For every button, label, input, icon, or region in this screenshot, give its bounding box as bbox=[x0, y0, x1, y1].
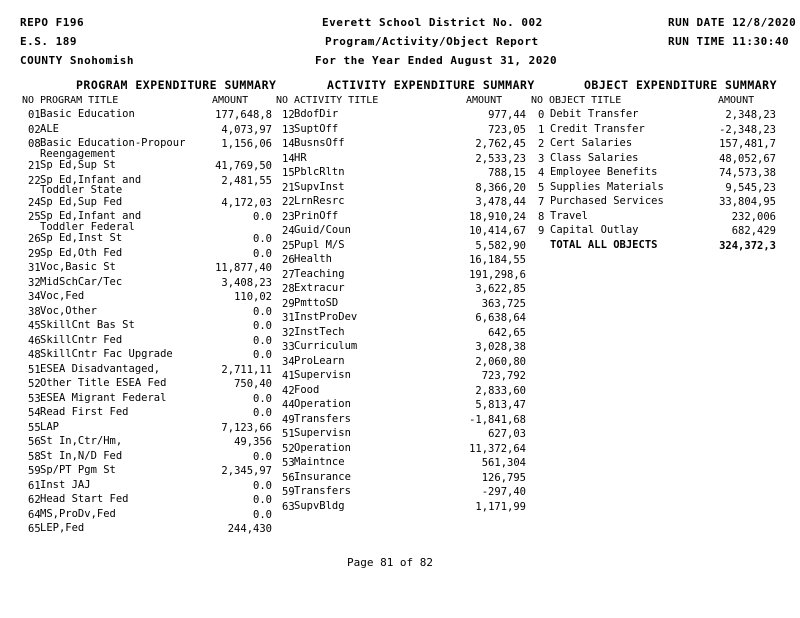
program-no: 48 bbox=[28, 349, 41, 361]
program-title: Sp Ed,Infant and Toddler Federal bbox=[40, 210, 142, 233]
object-amount: 157,481,7 bbox=[719, 138, 776, 150]
activity-no: 31 bbox=[282, 312, 295, 324]
object-no: 8 bbox=[538, 210, 545, 223]
activity-title: Health bbox=[294, 253, 332, 265]
object-no: 5 bbox=[538, 181, 545, 194]
program-col-amount: AMOUNT bbox=[212, 95, 249, 106]
object-row bbox=[538, 225, 776, 240]
activity-title: Maintnce bbox=[294, 456, 345, 468]
object-no: 1 bbox=[538, 123, 545, 136]
activity-title: SupvInst bbox=[294, 180, 345, 193]
program-no: 01 bbox=[28, 109, 41, 121]
program-title: Voc,Basic St bbox=[40, 261, 116, 273]
activity-row bbox=[282, 385, 526, 400]
program-amount: 0.0 bbox=[253, 407, 272, 419]
program-title: St In,N/D Fed bbox=[40, 449, 123, 462]
program-no: 21 bbox=[28, 160, 41, 172]
object-total-amount: 324,372,3 bbox=[719, 239, 776, 252]
activity-row bbox=[282, 225, 526, 240]
program-no: 29 bbox=[28, 247, 41, 260]
program-row bbox=[28, 509, 272, 524]
program-title: Sp Ed,Oth Fed bbox=[40, 246, 123, 259]
object-amount: 74,573,38 bbox=[719, 167, 776, 179]
program-no: 45 bbox=[28, 320, 41, 332]
activity-no: 53 bbox=[282, 457, 295, 469]
program-row bbox=[28, 248, 272, 263]
program-title: MS,ProDv,Fed bbox=[40, 507, 116, 520]
object-row bbox=[538, 182, 776, 197]
object-row bbox=[538, 109, 776, 124]
activity-row bbox=[282, 414, 526, 429]
activity-title: Curriculum bbox=[294, 340, 358, 352]
object-title: Employee Benefits bbox=[550, 166, 658, 178]
activity-title: Operation bbox=[294, 441, 351, 454]
activity-amount: 723,05 bbox=[488, 123, 526, 136]
program-title: SkillCntr Fac Upgrade bbox=[40, 348, 173, 360]
activity-col-title: ACTIVITY TITLE bbox=[294, 95, 379, 106]
program-amount: 0.0 bbox=[253, 334, 272, 347]
program-amount: 244,430 bbox=[227, 523, 272, 535]
program-row bbox=[28, 480, 272, 495]
program-amount: 0.0 bbox=[253, 211, 272, 223]
activity-row bbox=[282, 399, 526, 414]
activity-row bbox=[282, 486, 526, 501]
object-title: Credit Transfer bbox=[550, 122, 645, 135]
page-number: Page 81 of 82 bbox=[346, 556, 434, 569]
object-title: Purchased Services bbox=[550, 195, 664, 207]
program-no: 59 bbox=[28, 465, 41, 477]
activity-row bbox=[282, 153, 526, 168]
program-row bbox=[28, 349, 272, 364]
activity-no: 13 bbox=[282, 123, 295, 136]
activity-title: SupvBldg bbox=[294, 499, 345, 512]
program-row bbox=[28, 407, 272, 422]
program-no: 54 bbox=[28, 407, 41, 419]
activity-title: ProLearn bbox=[294, 354, 345, 367]
program-no: 55 bbox=[28, 421, 41, 434]
activity-title: Guid/Coun bbox=[294, 224, 351, 236]
program-amount: 0.0 bbox=[253, 450, 272, 463]
program-title: SkillCnt Bas St bbox=[40, 319, 135, 331]
program-amount: 2,711,11 bbox=[221, 363, 272, 376]
county-name: COUNTY Snohomish bbox=[20, 54, 134, 67]
activity-row bbox=[282, 138, 526, 153]
program-amount: 750,40 bbox=[234, 378, 272, 390]
object-amount: 9,545,23 bbox=[725, 181, 776, 194]
object-amount: 33,804,95 bbox=[719, 196, 776, 208]
object-no: 9 bbox=[538, 225, 545, 237]
activity-title: HR bbox=[294, 151, 307, 164]
activity-title: Extracur bbox=[294, 282, 345, 294]
object-col-amount: AMOUNT bbox=[718, 95, 755, 106]
activity-no: 28 bbox=[282, 283, 295, 295]
activity-row bbox=[282, 327, 526, 342]
activity-row bbox=[282, 428, 526, 443]
activity-amount: -297,40 bbox=[481, 486, 526, 498]
program-amount: 4,073,97 bbox=[221, 123, 272, 136]
object-row bbox=[538, 138, 776, 153]
activity-title: Transfers bbox=[294, 412, 351, 425]
program-title: Other Title ESEA Fed bbox=[40, 377, 167, 389]
activity-row bbox=[282, 109, 526, 124]
activity-no: 26 bbox=[282, 254, 295, 266]
activity-amount: 18,910,24 bbox=[469, 210, 526, 223]
activity-no: 24 bbox=[282, 225, 295, 237]
activity-amount: 561,304 bbox=[481, 457, 526, 469]
program-title: LEP,Fed bbox=[40, 522, 85, 534]
activity-no: 21 bbox=[282, 181, 295, 194]
program-amount: 2,345,97 bbox=[221, 465, 272, 477]
activity-no: 12 bbox=[282, 109, 295, 121]
program-amount: 0.0 bbox=[253, 479, 272, 492]
program-no: 08 bbox=[28, 138, 41, 150]
program-row bbox=[28, 422, 272, 437]
program-amount: 41,769,50 bbox=[215, 160, 272, 172]
object-amount: 48,052,67 bbox=[719, 152, 776, 165]
program-amount: 0.0 bbox=[253, 392, 272, 405]
activity-row bbox=[282, 182, 526, 197]
program-title: Sp Ed,Sup Fed bbox=[40, 195, 123, 208]
object-no: 3 bbox=[538, 152, 545, 165]
activity-no: 33 bbox=[282, 341, 295, 353]
program-row bbox=[28, 335, 272, 350]
object-row bbox=[538, 153, 776, 168]
activity-title: BusnsOff bbox=[294, 137, 345, 149]
program-row bbox=[28, 138, 272, 160]
activity-row bbox=[282, 269, 526, 284]
program-row bbox=[28, 494, 272, 509]
program-title: LAP bbox=[40, 420, 59, 433]
object-col-title: OBJECT TITLE bbox=[549, 95, 622, 106]
program-amount: 0.0 bbox=[253, 247, 272, 260]
program-row bbox=[28, 291, 272, 306]
activity-amount: 627,03 bbox=[488, 428, 526, 440]
program-row bbox=[28, 465, 272, 480]
activity-amount: 126,795 bbox=[481, 471, 526, 484]
object-amount: 2,348,23 bbox=[725, 109, 776, 121]
program-row bbox=[28, 211, 272, 233]
activity-row bbox=[282, 196, 526, 211]
object-title: Capital Outlay bbox=[550, 224, 639, 236]
activity-no: 56 bbox=[282, 471, 295, 484]
program-no: 25 bbox=[28, 211, 41, 223]
run-date: RUN DATE 12/8/2020 bbox=[668, 16, 797, 29]
activity-no: 15 bbox=[282, 167, 295, 179]
program-amount: 1,156,06 bbox=[221, 138, 272, 150]
program-no: 31 bbox=[28, 262, 41, 274]
activity-row bbox=[282, 167, 526, 182]
activity-no: 25 bbox=[282, 239, 295, 252]
activity-title: Operation bbox=[294, 398, 351, 410]
program-title: Inst JAJ bbox=[40, 478, 91, 491]
program-amount: 177,648,8 bbox=[215, 109, 272, 121]
activity-amount: -1,841,68 bbox=[469, 413, 526, 426]
program-row bbox=[28, 436, 272, 451]
program-title: Sp Ed,Inst St bbox=[40, 232, 123, 244]
program-no: 56 bbox=[28, 436, 41, 448]
activity-title: LrnResrc bbox=[294, 195, 345, 207]
activity-amount: 10,414,67 bbox=[469, 225, 526, 237]
district-name: Everett School District No. 002 bbox=[322, 16, 543, 29]
program-title: ESEA Migrant Federal bbox=[40, 391, 167, 404]
activity-no: 42 bbox=[282, 384, 295, 397]
activity-row bbox=[282, 457, 526, 472]
program-col-title: PROGRAM TITLE bbox=[40, 95, 119, 106]
activity-title: Food bbox=[294, 383, 320, 396]
activity-amount: 363,725 bbox=[481, 297, 526, 310]
program-row bbox=[28, 306, 272, 321]
program-no: 02 bbox=[28, 123, 41, 136]
program-row bbox=[28, 277, 272, 292]
activity-col-no: NO bbox=[276, 95, 289, 106]
activity-amount: 2,533,23 bbox=[475, 152, 526, 165]
fiscal-year: For the Year Ended August 31, 2020 bbox=[315, 54, 558, 67]
activity-row bbox=[282, 501, 526, 516]
activity-amount: 1,171,99 bbox=[475, 500, 526, 513]
program-amount: 0.0 bbox=[253, 305, 272, 318]
activity-no: 51 bbox=[282, 428, 295, 440]
activity-no: 27 bbox=[282, 268, 295, 281]
activity-amount: 642,65 bbox=[488, 326, 526, 339]
activity-amount: 8,366,20 bbox=[475, 181, 526, 194]
program-title: Sp Ed,Sup St bbox=[40, 159, 116, 171]
report-name: Program/Activity/Object Report bbox=[325, 35, 539, 48]
activity-no: 34 bbox=[282, 355, 295, 368]
object-no: 0 bbox=[538, 109, 545, 121]
activity-amount: 6,638,64 bbox=[475, 312, 526, 324]
program-no: 22 bbox=[28, 174, 41, 187]
district-code: E.S. 189 bbox=[20, 35, 77, 48]
object-no: 2 bbox=[538, 138, 545, 150]
activity-title: Teaching bbox=[294, 267, 345, 280]
program-no: 51 bbox=[28, 363, 41, 376]
program-amount: 110,02 bbox=[234, 291, 272, 303]
program-title: Basic Education-Propour Reengagement bbox=[40, 137, 186, 160]
activity-row bbox=[282, 370, 526, 385]
program-no: 52 bbox=[28, 378, 41, 390]
program-title: Basic Education bbox=[40, 108, 135, 120]
activity-no: 14 bbox=[282, 152, 295, 165]
program-title: ESEA Disadvantaged, bbox=[40, 362, 161, 375]
activity-row bbox=[282, 443, 526, 458]
activity-title: Pupl M/S bbox=[294, 238, 345, 251]
program-table bbox=[28, 109, 272, 538]
activity-row bbox=[282, 283, 526, 298]
object-total-label: TOTAL ALL OBJECTS bbox=[550, 238, 658, 251]
program-no: 24 bbox=[28, 196, 41, 209]
program-row bbox=[28, 378, 272, 393]
activity-amount: 2,833,60 bbox=[475, 384, 526, 397]
program-no: 46 bbox=[28, 334, 41, 347]
object-title: Supplies Materials bbox=[550, 180, 664, 193]
program-amount: 0.0 bbox=[253, 508, 272, 521]
activity-title: BdofDir bbox=[294, 108, 339, 120]
program-no: 61 bbox=[28, 479, 41, 492]
program-col-no: NO bbox=[22, 95, 35, 106]
activity-amount: 16,184,55 bbox=[469, 254, 526, 266]
activity-no: 44 bbox=[282, 399, 295, 411]
program-row bbox=[28, 197, 272, 212]
activity-row bbox=[282, 211, 526, 226]
program-no: 62 bbox=[28, 494, 41, 506]
activity-row bbox=[282, 298, 526, 313]
activity-no: 59 bbox=[282, 486, 295, 498]
program-title: Read First Fed bbox=[40, 406, 129, 418]
object-title: Cert Salaries bbox=[550, 137, 633, 149]
program-row bbox=[28, 523, 272, 538]
program-amount: 3,408,23 bbox=[221, 276, 272, 289]
program-title: ALE bbox=[40, 122, 59, 135]
activity-amount: 788,15 bbox=[488, 167, 526, 179]
object-col-no: NO bbox=[531, 95, 544, 106]
activity-row bbox=[282, 254, 526, 269]
object-title: Class Salaries bbox=[550, 151, 639, 164]
run-time: RUN TIME 11:30:40 bbox=[668, 35, 790, 48]
object-amount: 682,429 bbox=[731, 225, 776, 237]
activity-row bbox=[282, 356, 526, 371]
activity-amount: 5,582,90 bbox=[475, 239, 526, 252]
program-title: MidSchCar/Tec bbox=[40, 275, 123, 288]
program-title: SkillCntr Fed bbox=[40, 333, 123, 346]
object-no: 7 bbox=[538, 196, 545, 208]
activity-no: 52 bbox=[282, 442, 295, 455]
program-amount: 0.0 bbox=[253, 320, 272, 332]
program-amount: 4,172,03 bbox=[221, 196, 272, 209]
activity-row bbox=[282, 312, 526, 327]
activity-no: 32 bbox=[282, 326, 295, 339]
object-table bbox=[538, 109, 776, 254]
object-title: Debit Transfer bbox=[550, 108, 639, 120]
activity-title: InstTech bbox=[294, 325, 345, 338]
program-row bbox=[28, 175, 272, 197]
activity-title: Transfers bbox=[294, 485, 351, 497]
program-row bbox=[28, 393, 272, 408]
program-summary-title: PROGRAM EXPENDITURE SUMMARY bbox=[76, 78, 277, 92]
activity-amount: 977,44 bbox=[488, 109, 526, 121]
object-total-row bbox=[538, 240, 776, 255]
program-title: Voc,Other bbox=[40, 304, 97, 317]
program-row bbox=[28, 451, 272, 466]
object-title: Travel bbox=[550, 209, 588, 222]
program-title: St In,Ctr/Hm, bbox=[40, 435, 123, 447]
program-title: Voc,Fed bbox=[40, 290, 85, 302]
activity-amount: 11,372,64 bbox=[469, 442, 526, 455]
program-row bbox=[28, 364, 272, 379]
program-row bbox=[28, 233, 272, 248]
object-row bbox=[538, 124, 776, 139]
activity-title: PmttoSD bbox=[294, 296, 339, 309]
program-no: 38 bbox=[28, 305, 41, 318]
activity-no: 63 bbox=[282, 500, 295, 513]
program-amount: 7,123,66 bbox=[221, 421, 272, 434]
program-amount: 0.0 bbox=[253, 494, 272, 506]
activity-table bbox=[282, 109, 526, 515]
activity-amount: 3,478,44 bbox=[475, 196, 526, 208]
activity-no: 23 bbox=[282, 210, 295, 223]
program-amount: 49,356 bbox=[234, 436, 272, 448]
activity-amount: 3,622,85 bbox=[475, 283, 526, 295]
activity-amount: 5,813,47 bbox=[475, 399, 526, 411]
program-no: 53 bbox=[28, 392, 41, 405]
activity-amount: 723,792 bbox=[481, 370, 526, 382]
object-row bbox=[538, 211, 776, 226]
activity-amount: 191,298,6 bbox=[469, 268, 526, 281]
activity-title: Supervisn bbox=[294, 427, 351, 439]
object-amount: -2,348,23 bbox=[719, 123, 776, 136]
activity-title: InstProDev bbox=[294, 311, 358, 323]
program-no: 34 bbox=[28, 291, 41, 303]
activity-row bbox=[282, 472, 526, 487]
activity-title: Supervisn bbox=[294, 369, 351, 381]
activity-no: 22 bbox=[282, 196, 295, 208]
program-amount: 2,481,55 bbox=[221, 174, 272, 187]
program-amount: 0.0 bbox=[253, 349, 272, 361]
program-row bbox=[28, 124, 272, 139]
activity-col-amount: AMOUNT bbox=[466, 95, 503, 106]
activity-title: Insurance bbox=[294, 470, 351, 483]
activity-amount: 3,028,38 bbox=[475, 341, 526, 353]
program-row bbox=[28, 160, 272, 175]
activity-row bbox=[282, 341, 526, 356]
program-no: 32 bbox=[28, 276, 41, 289]
activity-no: 49 bbox=[282, 413, 295, 426]
program-row bbox=[28, 262, 272, 277]
object-row bbox=[538, 196, 776, 211]
activity-amount: 2,762,45 bbox=[475, 138, 526, 150]
activity-no: 14 bbox=[282, 138, 295, 150]
report-id: REPO F196 bbox=[20, 16, 85, 29]
program-row bbox=[28, 320, 272, 335]
program-amount: 11,877,40 bbox=[215, 262, 272, 274]
activity-amount: 2,060,80 bbox=[475, 355, 526, 368]
program-row bbox=[28, 109, 272, 124]
activity-title: SuptOff bbox=[294, 122, 339, 135]
activity-no: 29 bbox=[282, 297, 295, 310]
object-no: 4 bbox=[538, 167, 545, 179]
activity-no: 41 bbox=[282, 370, 295, 382]
program-no: 64 bbox=[28, 508, 41, 521]
object-row bbox=[538, 167, 776, 182]
program-amount: 0.0 bbox=[253, 233, 272, 245]
activity-row bbox=[282, 240, 526, 255]
activity-title: PblcRltn bbox=[294, 166, 345, 178]
program-title: Sp/PT Pgm St bbox=[40, 464, 116, 476]
activity-title: PrinOff bbox=[294, 209, 339, 222]
program-no: 65 bbox=[28, 523, 41, 535]
program-title: Sp Ed,Infant and Toddler State bbox=[40, 173, 142, 196]
object-summary-title: OBJECT EXPENDITURE SUMMARY bbox=[584, 78, 778, 92]
program-no: 58 bbox=[28, 450, 41, 463]
activity-summary-title: ACTIVITY EXPENDITURE SUMMARY bbox=[327, 78, 535, 92]
program-no: 26 bbox=[28, 233, 41, 245]
program-title: Head Start Fed bbox=[40, 493, 129, 505]
activity-row bbox=[282, 124, 526, 139]
object-amount: 232,006 bbox=[731, 210, 776, 223]
